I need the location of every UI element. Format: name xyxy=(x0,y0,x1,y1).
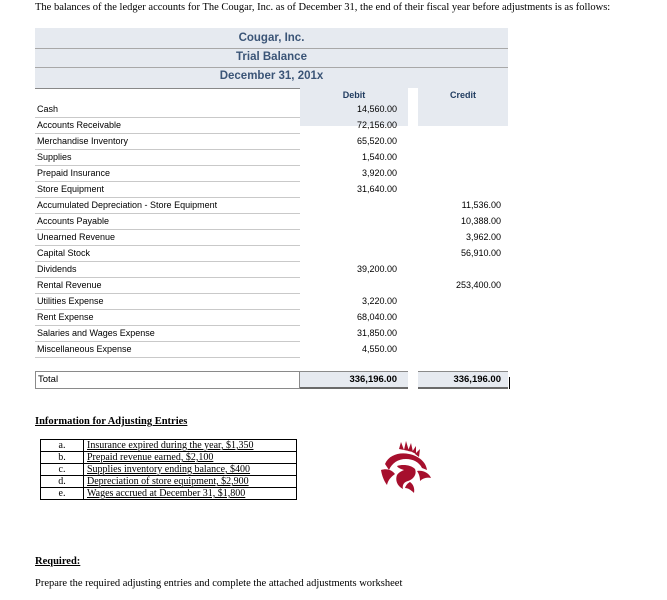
adjusting-entries-heading: Information for Adjusting Entries xyxy=(35,416,188,427)
credit-amount: 56,910.00 xyxy=(460,248,501,258)
trial-balance-title-block xyxy=(35,28,508,88)
account-name: Accounts Receivable xyxy=(37,120,122,130)
credit-amount: 3,962.00 xyxy=(465,232,501,242)
table-row xyxy=(35,133,300,150)
text-cursor xyxy=(509,377,510,389)
adjusting-entries-table xyxy=(40,439,297,500)
table-row xyxy=(35,117,300,134)
debit-amount: 14,560.00 xyxy=(356,104,397,114)
total-row xyxy=(35,371,508,389)
total-credit: 336,196.00 xyxy=(418,371,508,389)
entry-text: Prepaid revenue earned, $2,100 xyxy=(84,452,297,464)
debit-amount: 4,550.00 xyxy=(361,344,397,354)
entry-letter: c. xyxy=(41,464,84,476)
debit-amount: 39,200.00 xyxy=(356,264,397,274)
trial-balance-table xyxy=(35,28,508,390)
debit-amount: 31,850.00 xyxy=(356,328,397,338)
table-row xyxy=(35,341,300,358)
statement-title: Trial Balance xyxy=(236,51,307,63)
entry-letter: d. xyxy=(41,476,84,488)
table-row xyxy=(41,476,297,488)
account-name: Rent Expense xyxy=(37,312,94,322)
debit-amount: 1,540.00 xyxy=(361,152,397,162)
table-row xyxy=(35,101,300,118)
entry-text: Wages accrued at December 31, $1,800 xyxy=(84,488,297,500)
entry-letter: a. xyxy=(41,440,84,452)
company-name: Cougar, Inc. xyxy=(238,32,305,44)
account-name: Merchandise Inventory xyxy=(37,136,129,146)
account-name: Unearned Revenue xyxy=(37,232,116,242)
debit-amount: 3,920.00 xyxy=(361,168,397,178)
title-divider xyxy=(35,48,508,49)
table-row xyxy=(35,293,300,310)
credit-amount: 10,388.00 xyxy=(460,216,501,226)
table-row xyxy=(35,277,300,294)
statement-date: December 31, 201x xyxy=(219,70,324,82)
table-row xyxy=(41,452,297,464)
cougar-logo-icon xyxy=(375,440,435,496)
title-divider xyxy=(35,67,508,68)
table-row xyxy=(41,440,297,452)
debit-header-label: Debit xyxy=(342,90,366,100)
credit-header-label: Credit xyxy=(449,90,476,100)
entry-text: Depreciation of store equipment, $2,900 xyxy=(84,476,297,488)
table-row xyxy=(35,261,300,278)
table-row xyxy=(35,309,300,326)
entry-letter: b. xyxy=(41,452,84,464)
credit-amount: 253,400.00 xyxy=(455,280,501,290)
account-name: Accumulated Depreciation - Store Equipment xyxy=(37,200,218,210)
account-name: Salaries and Wages Expense xyxy=(37,328,155,338)
intro-paragraph: The balances of the ledger accounts for The Cougar, Inc. as of December 31, the end of their fiscal year before adjustments is as follows: xyxy=(35,2,611,13)
table-row xyxy=(35,165,300,182)
account-name: Prepaid Insurance xyxy=(37,168,111,178)
table-row xyxy=(35,213,300,230)
debit-amount: 68,040.00 xyxy=(356,312,397,322)
table-row xyxy=(35,149,300,166)
total-debit: 336,196.00 xyxy=(300,371,408,389)
account-name: Rental Revenue xyxy=(37,280,102,290)
total-label: Total xyxy=(35,371,300,389)
account-name: Cash xyxy=(37,104,59,114)
account-name: Dividends xyxy=(37,264,77,274)
table-row xyxy=(35,245,300,262)
account-name: Store Equipment xyxy=(37,184,105,194)
table-row xyxy=(35,197,300,214)
account-name: Accounts Payable xyxy=(37,216,110,226)
entry-text: Insurance expired during the year, $1,350 xyxy=(84,440,297,452)
required-heading: Required: xyxy=(35,556,81,567)
table-row xyxy=(41,464,297,476)
debit-amount: 31,640.00 xyxy=(356,184,397,194)
credit-column-header xyxy=(418,88,508,126)
account-name: Utilities Expense xyxy=(37,296,104,306)
table-row xyxy=(35,325,300,342)
account-name: Capital Stock xyxy=(37,248,91,258)
entry-letter: e. xyxy=(41,488,84,500)
account-name: Miscellaneous Expense xyxy=(37,344,132,354)
entry-text: Supplies inventory ending balance, $400 xyxy=(84,464,297,476)
debit-amount: 72,156.00 xyxy=(356,120,397,130)
account-name: Supplies xyxy=(37,152,72,162)
header-divider xyxy=(35,88,300,89)
table-row xyxy=(41,488,297,500)
credit-amount: 11,536.00 xyxy=(461,200,501,210)
table-row xyxy=(35,181,300,198)
required-instructions: Prepare the required adjusting entries and complete the attached adjustments worksheet xyxy=(35,578,403,589)
table-row xyxy=(35,229,300,246)
debit-amount: 65,520.00 xyxy=(356,136,397,146)
debit-amount: 3,220.00 xyxy=(361,296,397,306)
